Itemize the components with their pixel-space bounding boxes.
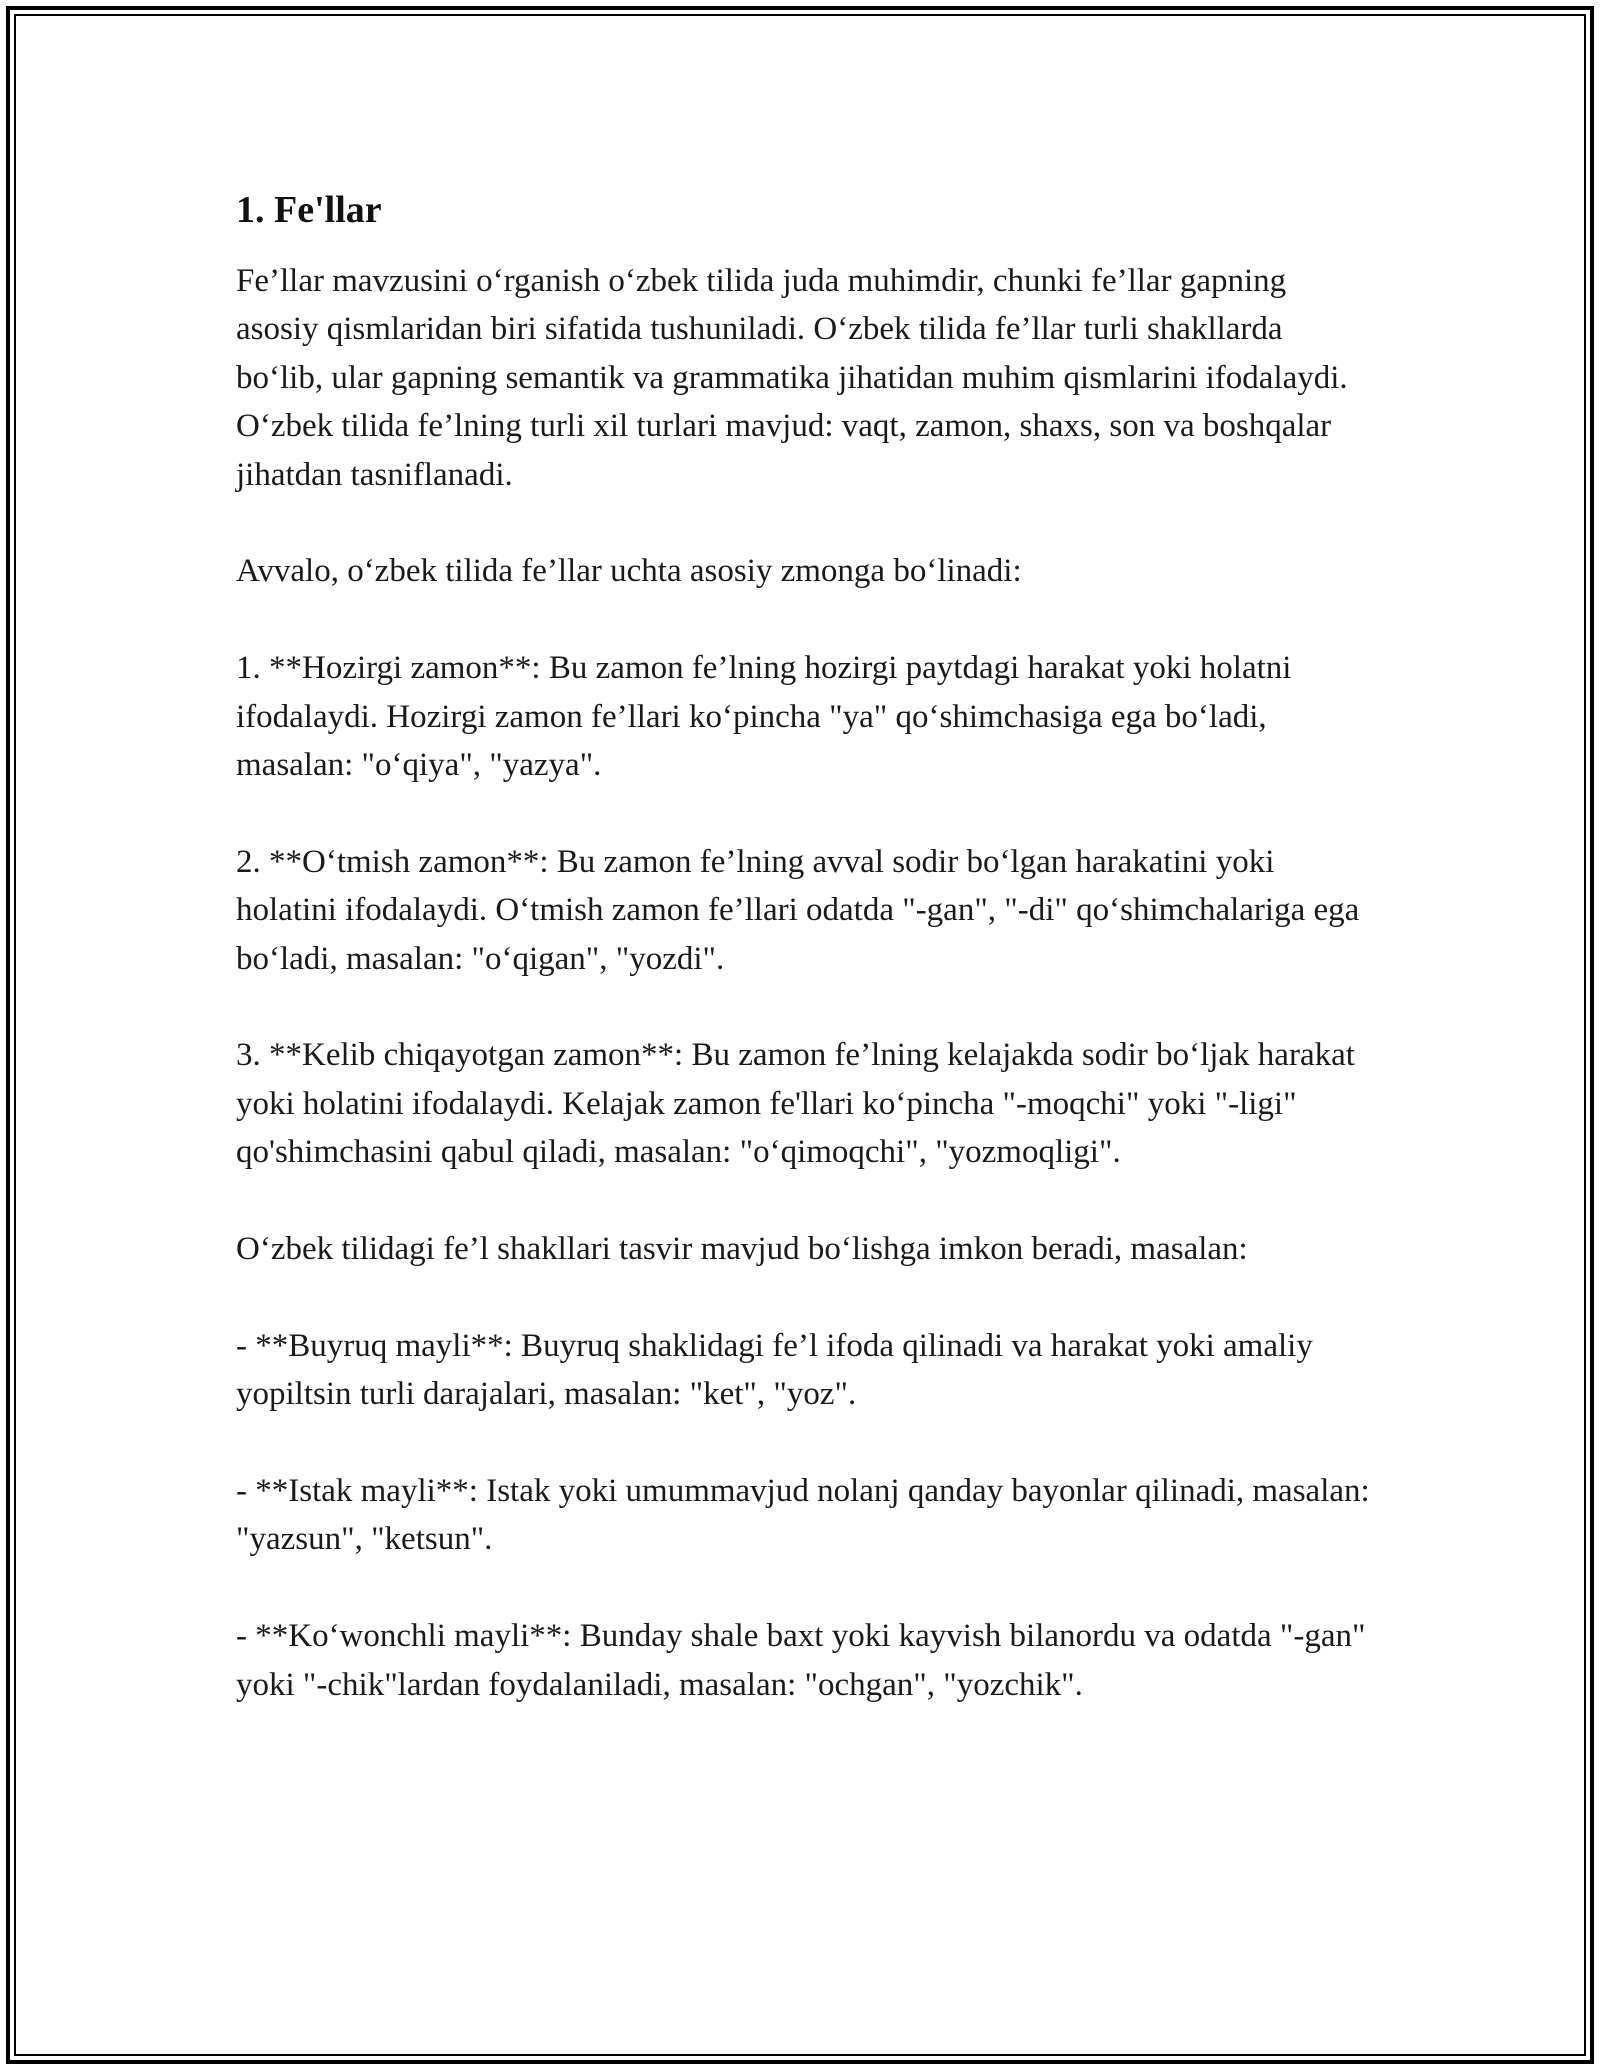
- present-tense-paragraph: 1. **Hozirgi zamon**: Bu zamon fe’lning hozirgi paytdagi harakat yoki holatni ifodalaydi. Hozirgi zamon fe’llari ko‘pincha "ya" qo‘shimchasiga ega bo‘ladi, masalan: "o‘qiya", "yazya".: [236, 650, 1292, 784]
- moods-intro-paragraph: O‘zbek tilidagi fe’l shakllari tasvir mavjud bo‘lishga imkon beradi, masalan:: [236, 1231, 1248, 1268]
- imperative-mood-paragraph: - **Buyruq mayli**: Buyruq shaklidagi fe’l ifoda qilinadi va harakat yoki amaliy yopiltsin turli darajalari, masalan: "ket", "yoz".: [236, 1327, 1313, 1413]
- past-tense-paragraph: 2. **O‘tmish zamon**: Bu zamon fe’lning avval sodir bo‘lgan harakatini yoki holatini ifodalaydi. O‘tmish zamon fe’llari odatda "-gan", "-di" qo‘shimchalariga ega bo‘ladi, masalan: "o‘qigan", "yozdi".: [236, 843, 1360, 977]
- tenses-intro-paragraph: Avvalo, o‘zbek tilida fe’llar uchta asosiy zmonga bo‘linadi:: [236, 553, 1022, 590]
- third-mood-paragraph: - **Ko‘wonchli mayli**: Bunday shale baxt yoki kayvish bilanordu va odatda "-gan" yoki "-chik"lardan foydalaniladi, masalan: "ochgan", "yozchik".: [236, 1618, 1366, 1703]
- optative-mood-paragraph: - **Istak mayli**: Istak yoki umummavjud nolanj qanday bayonlar qilinadi, masalan: "yazsun", "ketsun".: [236, 1473, 1370, 1558]
- document-body: [236, 185, 1376, 1709]
- intro-paragraph: Fe’llar mavzusini o‘rganish o‘zbek tilida juda muhimdir, chunki fe’llar gapning asosiy qismlaridan biri sifatida tushuniladi. O‘zbek tilida fe’llar turli shakllarda bo‘lib, ular gapning semantik va grammatika jihatidan muhim qismlarini ifodalaydi. O‘zbek tilida fe’lning turli xil turlari mavjud: vaqt, zamon, shaxs, son va boshqalar jihatdan tasniflanadi.: [236, 263, 1348, 493]
- future-tense-paragraph: 3. **Kelib chiqayotgan zamon**: Bu zamon fe’lning kelajakda sodir bo‘ljak harakat yoki holatini ifodalaydi. Kelajak zamon fe'llari ko‘pincha "-moqchi" yoki "-ligi" qo'shimchasini qabul qiladi, masalan: "o‘qimoqchi", "yozmoqligi".: [236, 1037, 1355, 1171]
- section-heading: 1. Fe'llar: [236, 189, 382, 231]
